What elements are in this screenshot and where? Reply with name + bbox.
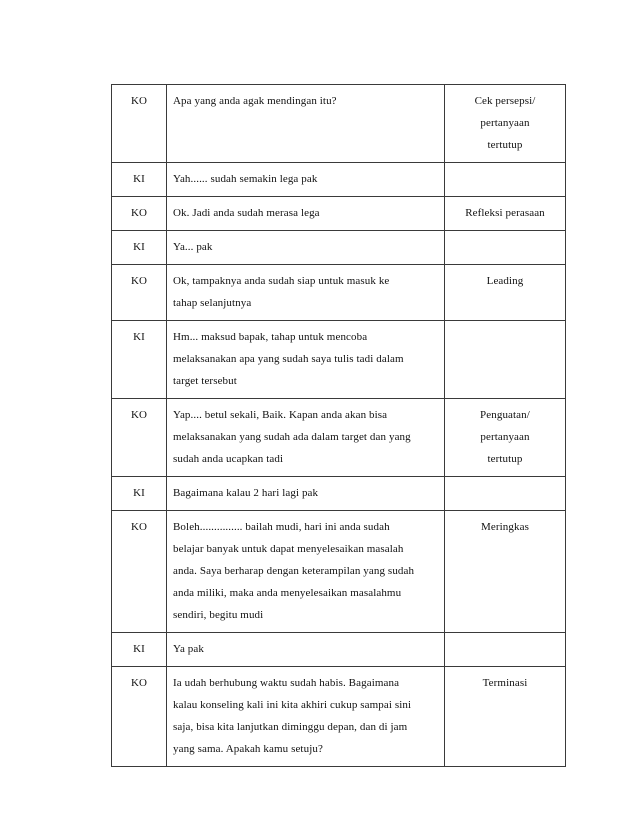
dialogue-text-line: Ya pak (173, 643, 204, 655)
dialogue-text-line: Ya... pak (173, 241, 213, 253)
technique-note-cell (445, 633, 566, 667)
dialogue-text-cell (167, 511, 445, 633)
dialogue-text-line: Ok, tampaknya anda sudah siap untuk masuk ke (173, 275, 390, 287)
technique-note-cell (445, 231, 566, 265)
technique-note-cell (445, 163, 566, 197)
dialogue-text-line: Hm... maksud bapak, tahap untuk mencoba (173, 331, 368, 343)
dialogue-text-cell (167, 477, 445, 511)
table-row (112, 321, 566, 399)
dialogue-text-line: belajar banyak untuk dapat menyelesaikan masalah (173, 543, 404, 555)
table-row (112, 667, 566, 767)
table-row (112, 197, 566, 231)
technique-note-cell (445, 399, 566, 477)
dialogue-text-line: Bagaimana kalau 2 hari lagi pak (173, 487, 319, 499)
speaker-cell: KO (112, 667, 167, 767)
dialogue-text-line: Apa yang anda agak mendingan itu? (173, 95, 337, 107)
dialogue-text-line: sendiri, begitu mudi (173, 609, 264, 621)
technique-note-cell (445, 321, 566, 399)
dialogue-text-line: anda. Saya berharap dengan keterampilan yang sudah (173, 565, 415, 577)
technique-note-cell (445, 85, 566, 163)
technique-note-line: pertanyaan (480, 431, 530, 443)
speaker-cell: KI (112, 231, 167, 265)
dialogue-text-line: melaksanakan yang sudah ada dalam target dan yang (173, 431, 411, 443)
dialogue-text-line: melaksanakan apa yang sudah saya tulis tadi dalam (173, 353, 404, 365)
dialogue-text-line: kalau konseling kali ini kita akhiri cukup sampai sini (173, 699, 412, 711)
table-row (112, 163, 566, 197)
dialogue-text-cell (167, 231, 445, 265)
speaker-cell: KO (112, 399, 167, 477)
dialogue-text-line: tahap selanjutnya (173, 297, 252, 309)
technique-note-line: tertutup (487, 453, 523, 465)
dialogue-text-line: Yah...... sudah semakin lega pak (173, 173, 318, 185)
technique-note-cell (445, 197, 566, 231)
dialogue-text-cell (167, 667, 445, 767)
technique-note-line: Terminasi (482, 677, 528, 689)
technique-note-cell (445, 511, 566, 633)
dialogue-text-line: Ia udah berhubung waktu sudah habis. Bagaimana (173, 677, 400, 689)
dialogue-text-cell (167, 197, 445, 231)
dialogue-text-cell (167, 399, 445, 477)
speaker-cell: KI (112, 477, 167, 511)
speaker-cell: KO (112, 265, 167, 321)
dialogue-table-body (112, 85, 566, 767)
dialogue-text-line: Yap.... betul sekali, Baik. Kapan anda akan bisa (173, 409, 388, 421)
dialogue-text-line: Boleh............... bailah mudi, hari ini anda sudah (173, 521, 390, 533)
speaker-cell: KI (112, 633, 167, 667)
speaker-cell: KO (112, 85, 167, 163)
table-row (112, 265, 566, 321)
dialogue-text-cell (167, 85, 445, 163)
dialogue-text-line: anda miliki, maka anda menyelesaikan masalahmu (173, 587, 402, 599)
dialogue-text-line: saja, bisa kita lanjutkan diminggu depan, dan di jam (173, 721, 408, 733)
dialogue-text-line: yang sama. Apakah kamu setuju? (173, 743, 323, 755)
technique-note-cell (445, 477, 566, 511)
table-row (112, 511, 566, 633)
table-row (112, 231, 566, 265)
dialogue-text-line: Ok. Jadi anda sudah merasa lega (173, 207, 320, 219)
speaker-cell: KI (112, 321, 167, 399)
table-row (112, 399, 566, 477)
technique-note-line: Penguatan/ (480, 409, 530, 421)
table-row (112, 477, 566, 511)
dialogue-text-cell (167, 633, 445, 667)
dialogue-text-cell (167, 321, 445, 399)
speaker-cell: KI (112, 163, 167, 197)
technique-note-line: tertutup (487, 139, 523, 151)
dialogue-text-line: sudah anda ucapkan tadi (173, 453, 284, 465)
dialogue-text-cell (167, 163, 445, 197)
technique-note-line: Leading (486, 275, 524, 287)
technique-note-line: Meringkas (481, 521, 529, 533)
speaker-cell: KO (112, 197, 167, 231)
dialogue-table (111, 84, 566, 767)
technique-note-line: Cek persepsi/ (474, 95, 536, 107)
speaker-cell: KO (112, 511, 167, 633)
technique-note-line: pertanyaan (480, 117, 530, 129)
dialogue-text-cell (167, 265, 445, 321)
technique-note-line: Refleksi perasaan (465, 207, 545, 219)
table-row (112, 85, 566, 163)
dialogue-text-line: target tersebut (173, 375, 237, 387)
table-row (112, 633, 566, 667)
technique-note-cell (445, 667, 566, 767)
technique-note-cell (445, 265, 566, 321)
